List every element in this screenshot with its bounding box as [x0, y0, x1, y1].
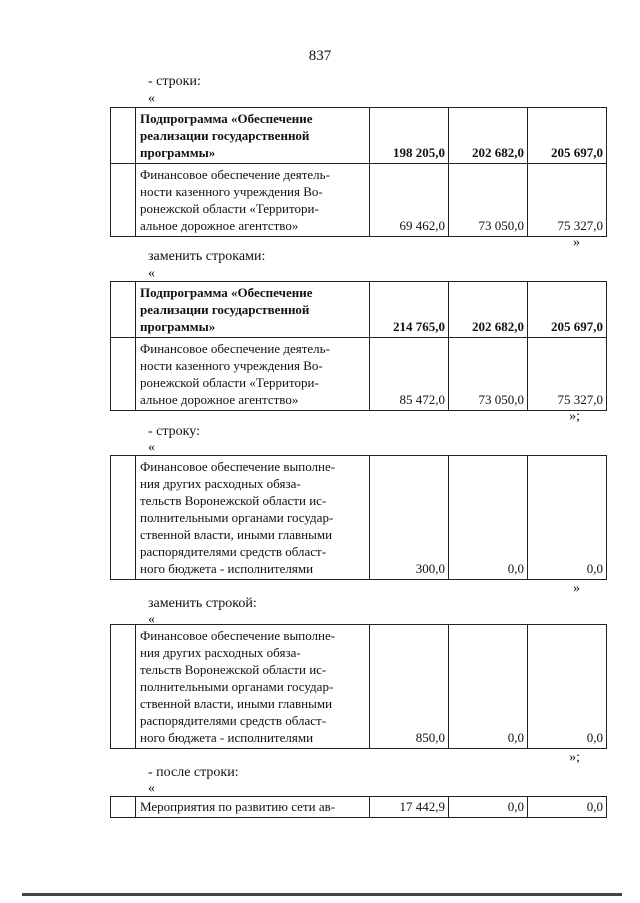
value-cell: 0,0 — [528, 625, 607, 749]
value-cell: 75 327,0 — [528, 338, 607, 411]
value-cell: 0,0 — [449, 797, 528, 818]
value-cell: 85 472,0 — [370, 338, 449, 411]
close-quote: »; — [569, 750, 580, 765]
budget-table — [110, 281, 607, 411]
table-stub-cell — [111, 282, 136, 338]
scan-edge-line — [22, 893, 622, 896]
table-stub-cell — [111, 108, 136, 164]
table-row — [111, 282, 607, 338]
open-quote: « — [148, 781, 155, 796]
table-stub-cell — [111, 164, 136, 237]
value-cell: 202 682,0 — [449, 282, 528, 338]
value-cell: 73 050,0 — [449, 164, 528, 237]
value-cell: 214 765,0 — [370, 282, 449, 338]
value-cell: 0,0 — [449, 625, 528, 749]
table-row — [111, 625, 607, 749]
value-cell: 202 682,0 — [449, 108, 528, 164]
table-row — [111, 456, 607, 580]
close-quote: » — [573, 235, 580, 250]
budget-table — [110, 107, 607, 237]
section-intro: заменить строкой: — [148, 596, 257, 611]
table-stub-cell — [111, 456, 136, 580]
open-quote: « — [148, 91, 155, 106]
table-row — [111, 164, 607, 237]
close-quote: » — [573, 581, 580, 596]
value-cell: 850,0 — [370, 625, 449, 749]
row-name: Финансовое обеспечение выполне- ния других расходных обяза- тельств Воронежской области ис- полнительными органами государ- ственной власти, иными главными распорядителями средств област- ного бюджета - исполнителями — [136, 625, 370, 749]
table-stub-cell — [111, 797, 136, 818]
page-number: 837 — [308, 48, 332, 64]
row-name: Подпрограмма «Обеспечение реализации государственной программы» — [136, 282, 370, 338]
section-intro: - строку: — [148, 424, 200, 439]
row-name: Финансовое обеспечение выполне- ния других расходных обяза- тельств Воронежской области ис- полнительными органами государ- ственной власти, иными главными распорядителями средств област- ного бюджета - исполнителями — [136, 456, 370, 580]
value-cell: 0,0 — [449, 456, 528, 580]
row-name: Финансовое обеспечение деятель- ности казенного учреждения Во- ронежской области «Территори- альное дорожное агентство» — [136, 338, 370, 411]
open-quote: « — [148, 440, 155, 455]
close-quote: »; — [569, 409, 580, 424]
section-intro: заменить строками: — [148, 249, 266, 264]
budget-table — [110, 624, 607, 749]
value-cell: 300,0 — [370, 456, 449, 580]
table-row — [111, 108, 607, 164]
row-name: Мероприятия по развитию сети ав- — [136, 797, 370, 818]
value-cell: 73 050,0 — [449, 338, 528, 411]
budget-table — [110, 796, 607, 818]
open-quote: « — [148, 266, 155, 281]
value-cell: 0,0 — [528, 797, 607, 818]
section-intro: - строки: — [148, 74, 201, 89]
table-row — [111, 338, 607, 411]
table-stub-cell — [111, 625, 136, 749]
row-name: Подпрограмма «Обеспечение реализации государственной программы» — [136, 108, 370, 164]
value-cell: 205 697,0 — [528, 282, 607, 338]
value-cell: 198 205,0 — [370, 108, 449, 164]
row-name: Финансовое обеспечение деятель- ности казенного учреждения Во- ронежской области «Территори- альное дорожное агентство» — [136, 164, 370, 237]
value-cell: 17 442,9 — [370, 797, 449, 818]
section-intro: - после строки: — [148, 765, 239, 780]
table-stub-cell — [111, 338, 136, 411]
value-cell: 75 327,0 — [528, 164, 607, 237]
value-cell: 205 697,0 — [528, 108, 607, 164]
value-cell: 0,0 — [528, 456, 607, 580]
budget-table — [110, 455, 607, 580]
open-quote: « — [148, 612, 155, 627]
value-cell: 69 462,0 — [370, 164, 449, 237]
table-row — [111, 797, 607, 818]
